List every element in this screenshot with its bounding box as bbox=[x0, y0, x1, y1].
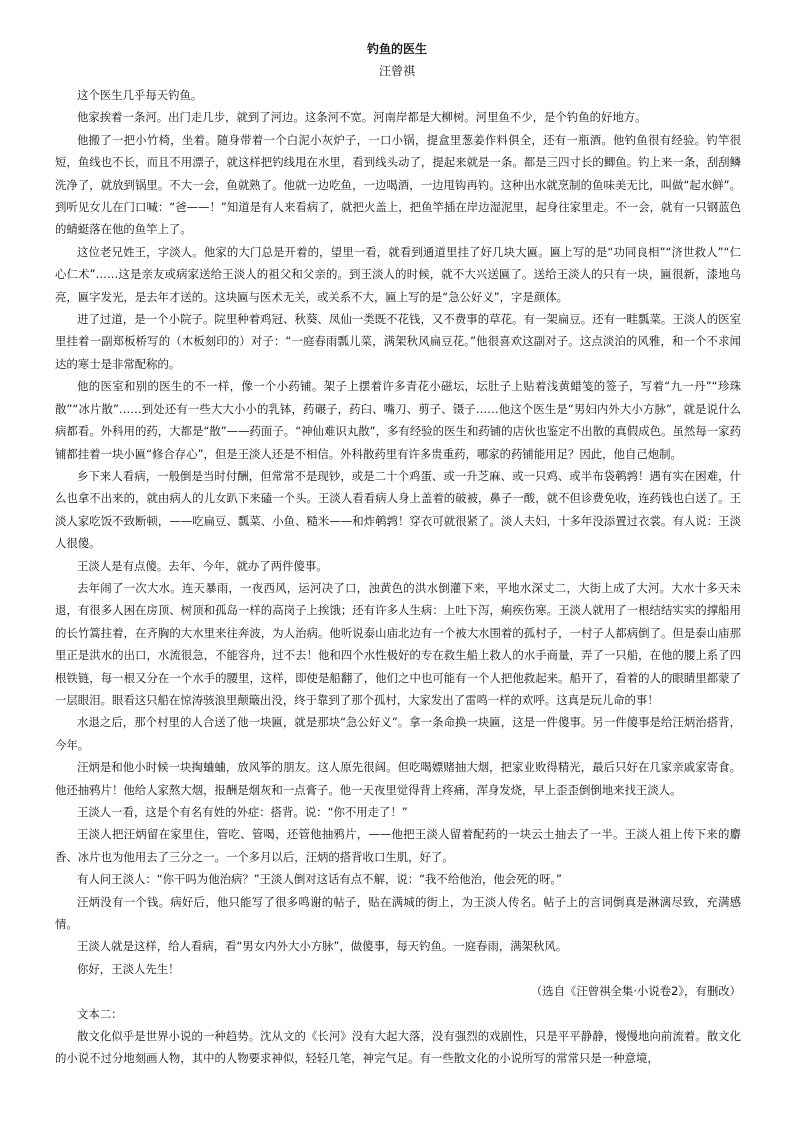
paragraph: 汪炳是和他小时候一块掏蛐蛐，放风筝的朋友。这人原先很阔。但吃喝嫖赌抽大烟，把家业败得精光，最后只好在几家亲戚家寄食。他还抽鸦片！他给人家熬大烟，报酬是烟灰和一点膏子。他一天夜里觉得背上疼痛，浑身发烧，早上歪歪倒倒地来找王淡人。 bbox=[55, 760, 741, 797]
section-heading: 文本二： bbox=[77, 1006, 123, 1021]
paragraph: 水退之后，那个村里的人合送了他一块匾，就是那块“急公好义”。拿一条命换一块匾，这是一件傻事。另一件傻事是给汪炳治搭背，今年。 bbox=[55, 715, 741, 752]
paragraph: 王淡人就是这样，给人看病，看“男女内外大小方脉”，做傻事，每天钓鱼。一庭春雨，满架秋风。 bbox=[77, 939, 568, 954]
paragraph: 他的医室和别的医生的不一样，像一个小药铺。架子上摆着许多青花小磁坛，坛肚子上贴着浅黄蜡笺的签子，写着“九一丹”“珍珠散”“冰片散”……到处还有一些大大小小的乳钵，药碾子，药臼、嘴刀、剪子、镊子……他这个医生是“男妇内外大小方脉”，就是说什么病都看。外科用的药，大都是“散”——药面子。“神仙难识丸散”，多有经验的医生和药铺的店伙也鉴定不出散的真假成色。虽然每一家药铺都挂着一块小匾“修合存心”，但是王淡人还是不相信。外科散药里有许多贵重药，哪家的药铺能用足？因此，他自己炮制。 bbox=[55, 379, 741, 461]
paragraph: 他搬了一把小竹椅，坐着。随身带着一个白泥小灰炉子，一口小锅，提盒里葱姜作料俱全，还有一瓶酒。他钓鱼很有经验。钓竿很短，鱼线也不长，而且不用漂子，就这样把钓线甩在水里，看到线头动了，提起来就是一条。都是三四寸长的鲫鱼。钓上来一条，刮刮鳞洗净了，就放到锅里。不大一会，鱼就熟了。他就一边吃鱼，一边喝酒，一边甩钩再钓。这种出水就烹制的鱼味美无比，叫做“起水鲜”。到听见女儿在门口喊：“爸——！”知道是有人来看病了，就把火盖上，把鱼竿插在岸边湿泥里，起身往家里走。不一会，就有一只钢蓝色的蜻蜓落在他的鱼竿上了。 bbox=[55, 132, 741, 237]
paragraph: 有人问王淡人：“你干吗为他治病？”王淡人倒对这话有点不解，说：“我不给他治，他会死的呀。” bbox=[77, 872, 562, 887]
paragraph: 进了过道，是一个小院子。院里种着鸡冠、秋葵、凤仙一类既不花钱，又不费事的草花。有一架扁豆。还有一畦瓢菜。王淡人的医室里挂着一副郑板桥写的（木板刻印的）对子：“一庭春雨瓢儿菜，满架秋风扁豆花。”他很喜欢这副对子。这点淡泊的风雅，和一个不求闻达的寒士是非常配称的。 bbox=[55, 312, 741, 371]
paragraph: 这个医生几乎每天钓鱼。 bbox=[77, 88, 203, 102]
paragraph: 他家挨着一条河。出门走几步，就到了河边。这条河不宽。河南岸都是大柳树。河里鱼不少，是个钓鱼的好地方。 bbox=[77, 110, 647, 125]
paragraph: 王淡人一看，这是个有名有姓的外症：搭背。说：“你不用走了！” bbox=[77, 805, 408, 819]
article-author: 汪曾祺 bbox=[378, 64, 415, 78]
paragraph: 乡下来人看病，一般倒是当时付酬，但常常不是现钞，或是二十个鸡蛋、或一升芝麻、或一只鸡、或半布袋鹌鹑！遇有实在困难，什么也拿不出来的，就由病人的儿女趴下来磕一个头。王淡人看看病人身上盖着的破被，鼻子一酸，就不但诊费免收，连药钱也白送了。王淡人家吃饭不致断顿，——吃扁豆、瓢菜、小鱼、糙米——和炸鹌鹑！穿衣可就很紧了。淡人夫妇，十多年没添置过衣裳。有人说：王淡人很傻。 bbox=[55, 468, 741, 551]
paragraph: 你好，王淡人先生！ bbox=[77, 961, 180, 976]
paragraph: 汪炳没有一个钱。病好后，他只能写了很多鸣谢的帖子，贴在满城的街上，为王淡人传名。帖子上的言词倒真是淋漓尽致，充满感情。 bbox=[55, 894, 741, 932]
article-title: 钓鱼的医生 bbox=[366, 42, 427, 56]
source-citation: （选自《汪曾祺全集·小说卷2》，有删改） bbox=[530, 984, 741, 999]
paragraph: 王淡人把汪炳留在家里住，管吃、管喝，还管他抽鸦片，——他把王淡人留着配药的一块云土抽去了一半。王淡人祖上传下来的麝香、冰片也为他用去了三分之一。一个多月以后，汪炳的搭背收口生肌，好了。 bbox=[55, 827, 741, 864]
paragraph: 王淡人是有点傻。去年、今年，就办了两件傻事。 bbox=[77, 558, 328, 573]
paragraph: 散文化似乎是世界小说的一种趋势。沈从文的《长河》没有大起大落，没有强烈的戏剧性，只是平平静静，慢慢地向前流着。散文化的小说不过分地刻画人物，其中的人物要求神似，轻轻几笔，神完气足。有一些散文化的小说所写的常常只是一种意境， bbox=[55, 1029, 741, 1066]
paragraph: 去年闹了一次大水。连天暴雨，一夜西风，运河决了口，浊黄色的洪水倒灌下来，平地水深丈二，大街上成了大河。大水十多天未退，有很多人困在房顶、树顶和孤岛一样的高岗子上挨饿；还有许多人生病：上吐下泻，痢疾伤寒。王淡人就用了一根结结实实的撑船用的长竹篙拄着，在齐胸的大水里来往奔波，为人治病。他听说泰山庙北边有一个被大水围着的孤村子，一村子人都病倒了。但是泰山庙那里正是洪水的出口，水流很急，不能容舟，过不去！他和四个水性极好的专在救生船上救人的水手商量，弄了一只船，在他的腰上系了四根铁链，每一根又分在一个水手的腰里，这样，即使是船翻了，他们之中也可能有一个人把他救起来。船开了，看着的人的眼睛里都蒙了一层眼泪。眼看这只船在惊涛骇浪里颠簸出没，终于靠到了那个孤村，大家发出了雷鸣一样的欢呼。这真是玩儿命的事！ bbox=[55, 580, 741, 707]
paragraph: 这位老兄姓王，字淡人。他家的大门总是开着的，望里一看，就看到通道里挂了好几块大匾。匾上写的是“功同良相”“济世救人”“仁心仁术”……这是亲友或病家送给王淡人的祖父和父亲的。到王淡人的时候，就不大兴送匾了。送给王淡人的只有一块，匾很新，漆地乌亮，匾字发光，是去年才送的。这块匾与医术无关，或关系不大，匾上写的是“急公好义”，字是颜体。 bbox=[55, 244, 741, 304]
article-body bbox=[55, 84, 741, 1070]
